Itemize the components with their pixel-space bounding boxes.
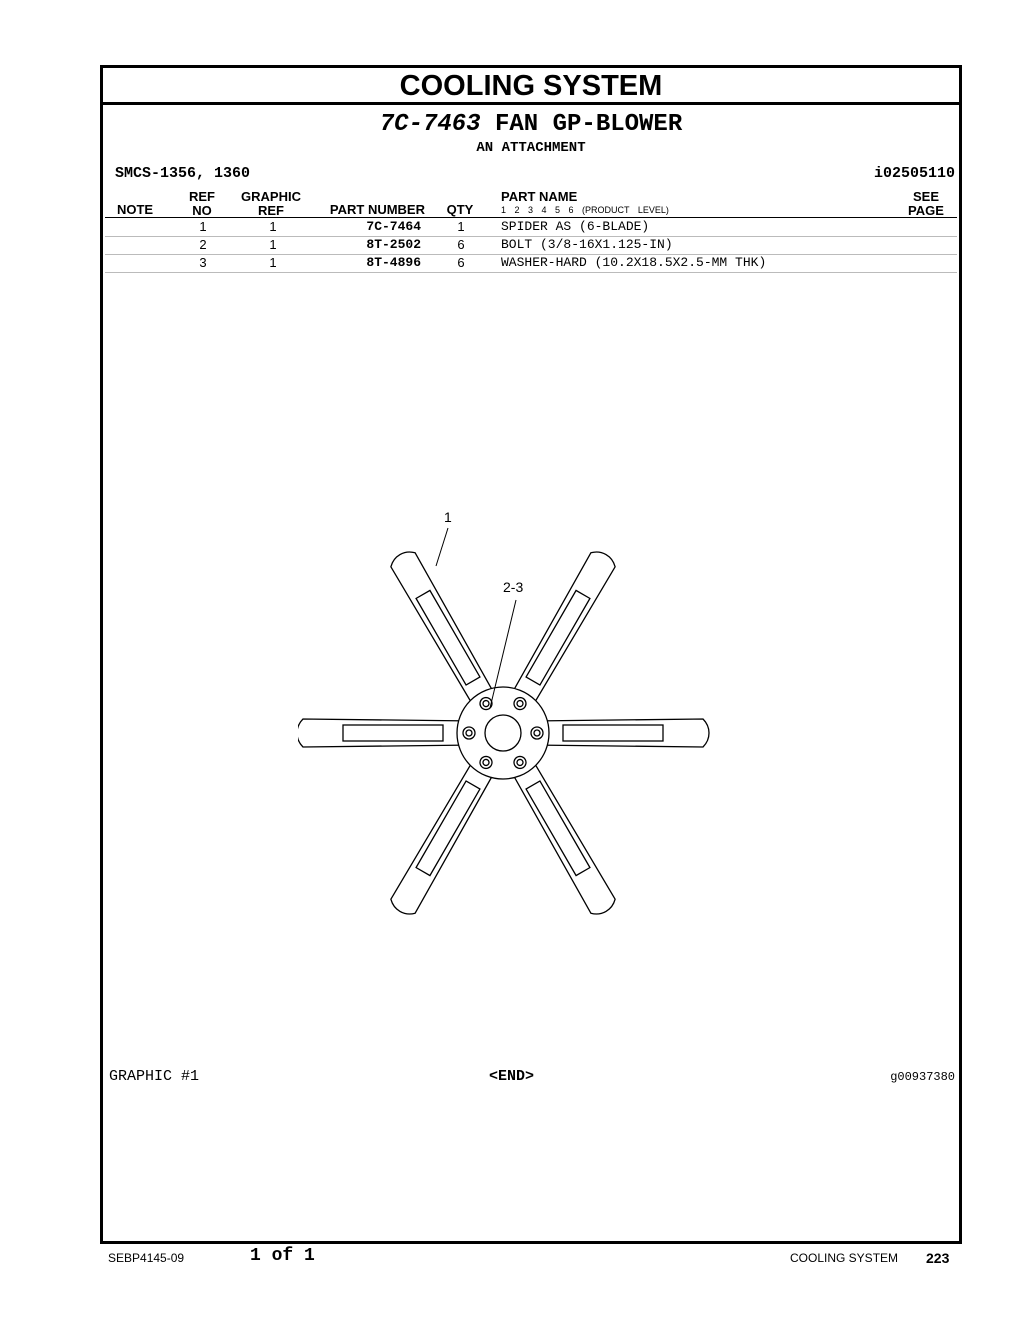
graphic-ref: 1 (269, 219, 277, 234)
part-number: 8T-2502 (366, 237, 421, 252)
qty: 6 (457, 237, 465, 252)
table-row (105, 254, 957, 273)
graphic-ref: 1 (269, 237, 277, 252)
header-note: NOTE (116, 202, 154, 217)
header-ref-no (183, 190, 221, 218)
table-row (105, 218, 957, 237)
smcs-codes: SMCS-1356, 1360 (115, 165, 251, 182)
header-see-page-bottom: PAGE (908, 203, 944, 218)
part-name: WASHER-HARD (10.2X18.5X2.5-MM THK) (501, 255, 767, 270)
part-name: SPIDER AS (6-BLADE) (501, 219, 650, 234)
footer-doc-number: SEBP4145-09 (108, 1251, 185, 1265)
header-see-page-top: SEE (912, 189, 939, 204)
graphic-ref: 1 (269, 255, 277, 270)
footer-section: COOLING SYSTEM (790, 1251, 899, 1265)
header-product-level: 1 2 3 4 5 6 (PRODUCT LEVEL) (501, 205, 669, 215)
callout-1-leader (436, 528, 448, 566)
header-qty: QTY (446, 202, 474, 217)
header-graphic-ref (237, 190, 305, 218)
fan-center-bore (485, 715, 521, 751)
fan-illustration (298, 508, 718, 928)
bolt (531, 727, 543, 739)
subtitle: AN ATTACHMENT (476, 140, 586, 156)
qty: 6 (457, 255, 465, 270)
fan-blade (298, 719, 475, 747)
header-graphic-ref-bottom: REF (258, 203, 284, 218)
graphic-id: g00937380 (890, 1070, 955, 1084)
group-title (103, 111, 959, 138)
bolt (463, 727, 475, 739)
section-title: COOLING SYSTEM (103, 68, 959, 105)
header-part-number: PART NUMBER (329, 202, 425, 217)
end-marker: <END> (489, 1068, 535, 1085)
part-number: 7C-7464 (366, 219, 421, 234)
group-name: FAN GP-BLOWER (495, 111, 683, 138)
fan-blade (531, 719, 709, 747)
group-part-number: 7C-7463 (379, 111, 481, 138)
ref-no: 2 (199, 237, 207, 252)
part-name: BOLT (3/8-16X1.125-IN) (501, 237, 673, 252)
ref-no: 1 (199, 219, 207, 234)
header-graphic-ref-top: GRAPHIC (241, 189, 301, 204)
part-number: 8T-4896 (366, 255, 421, 270)
callout-2-3: 2-3 (503, 579, 524, 595)
ref-no: 3 (199, 255, 207, 270)
header-ref-no-top: REF (189, 189, 215, 204)
header-ref-no-bottom: NO (192, 203, 212, 218)
qty: 1 (457, 219, 465, 234)
header-part-name: PART NAME (501, 189, 578, 204)
graphic-label: GRAPHIC #1 (109, 1068, 200, 1085)
page-frame (100, 65, 962, 1244)
callout-1: 1 (444, 509, 452, 525)
document-id: i02505110 (873, 165, 955, 182)
header-see-page (903, 190, 949, 218)
table-row (105, 236, 957, 255)
footer-page-of: 1 of 1 (250, 1246, 315, 1266)
footer-page-number: 223 (926, 1250, 950, 1266)
